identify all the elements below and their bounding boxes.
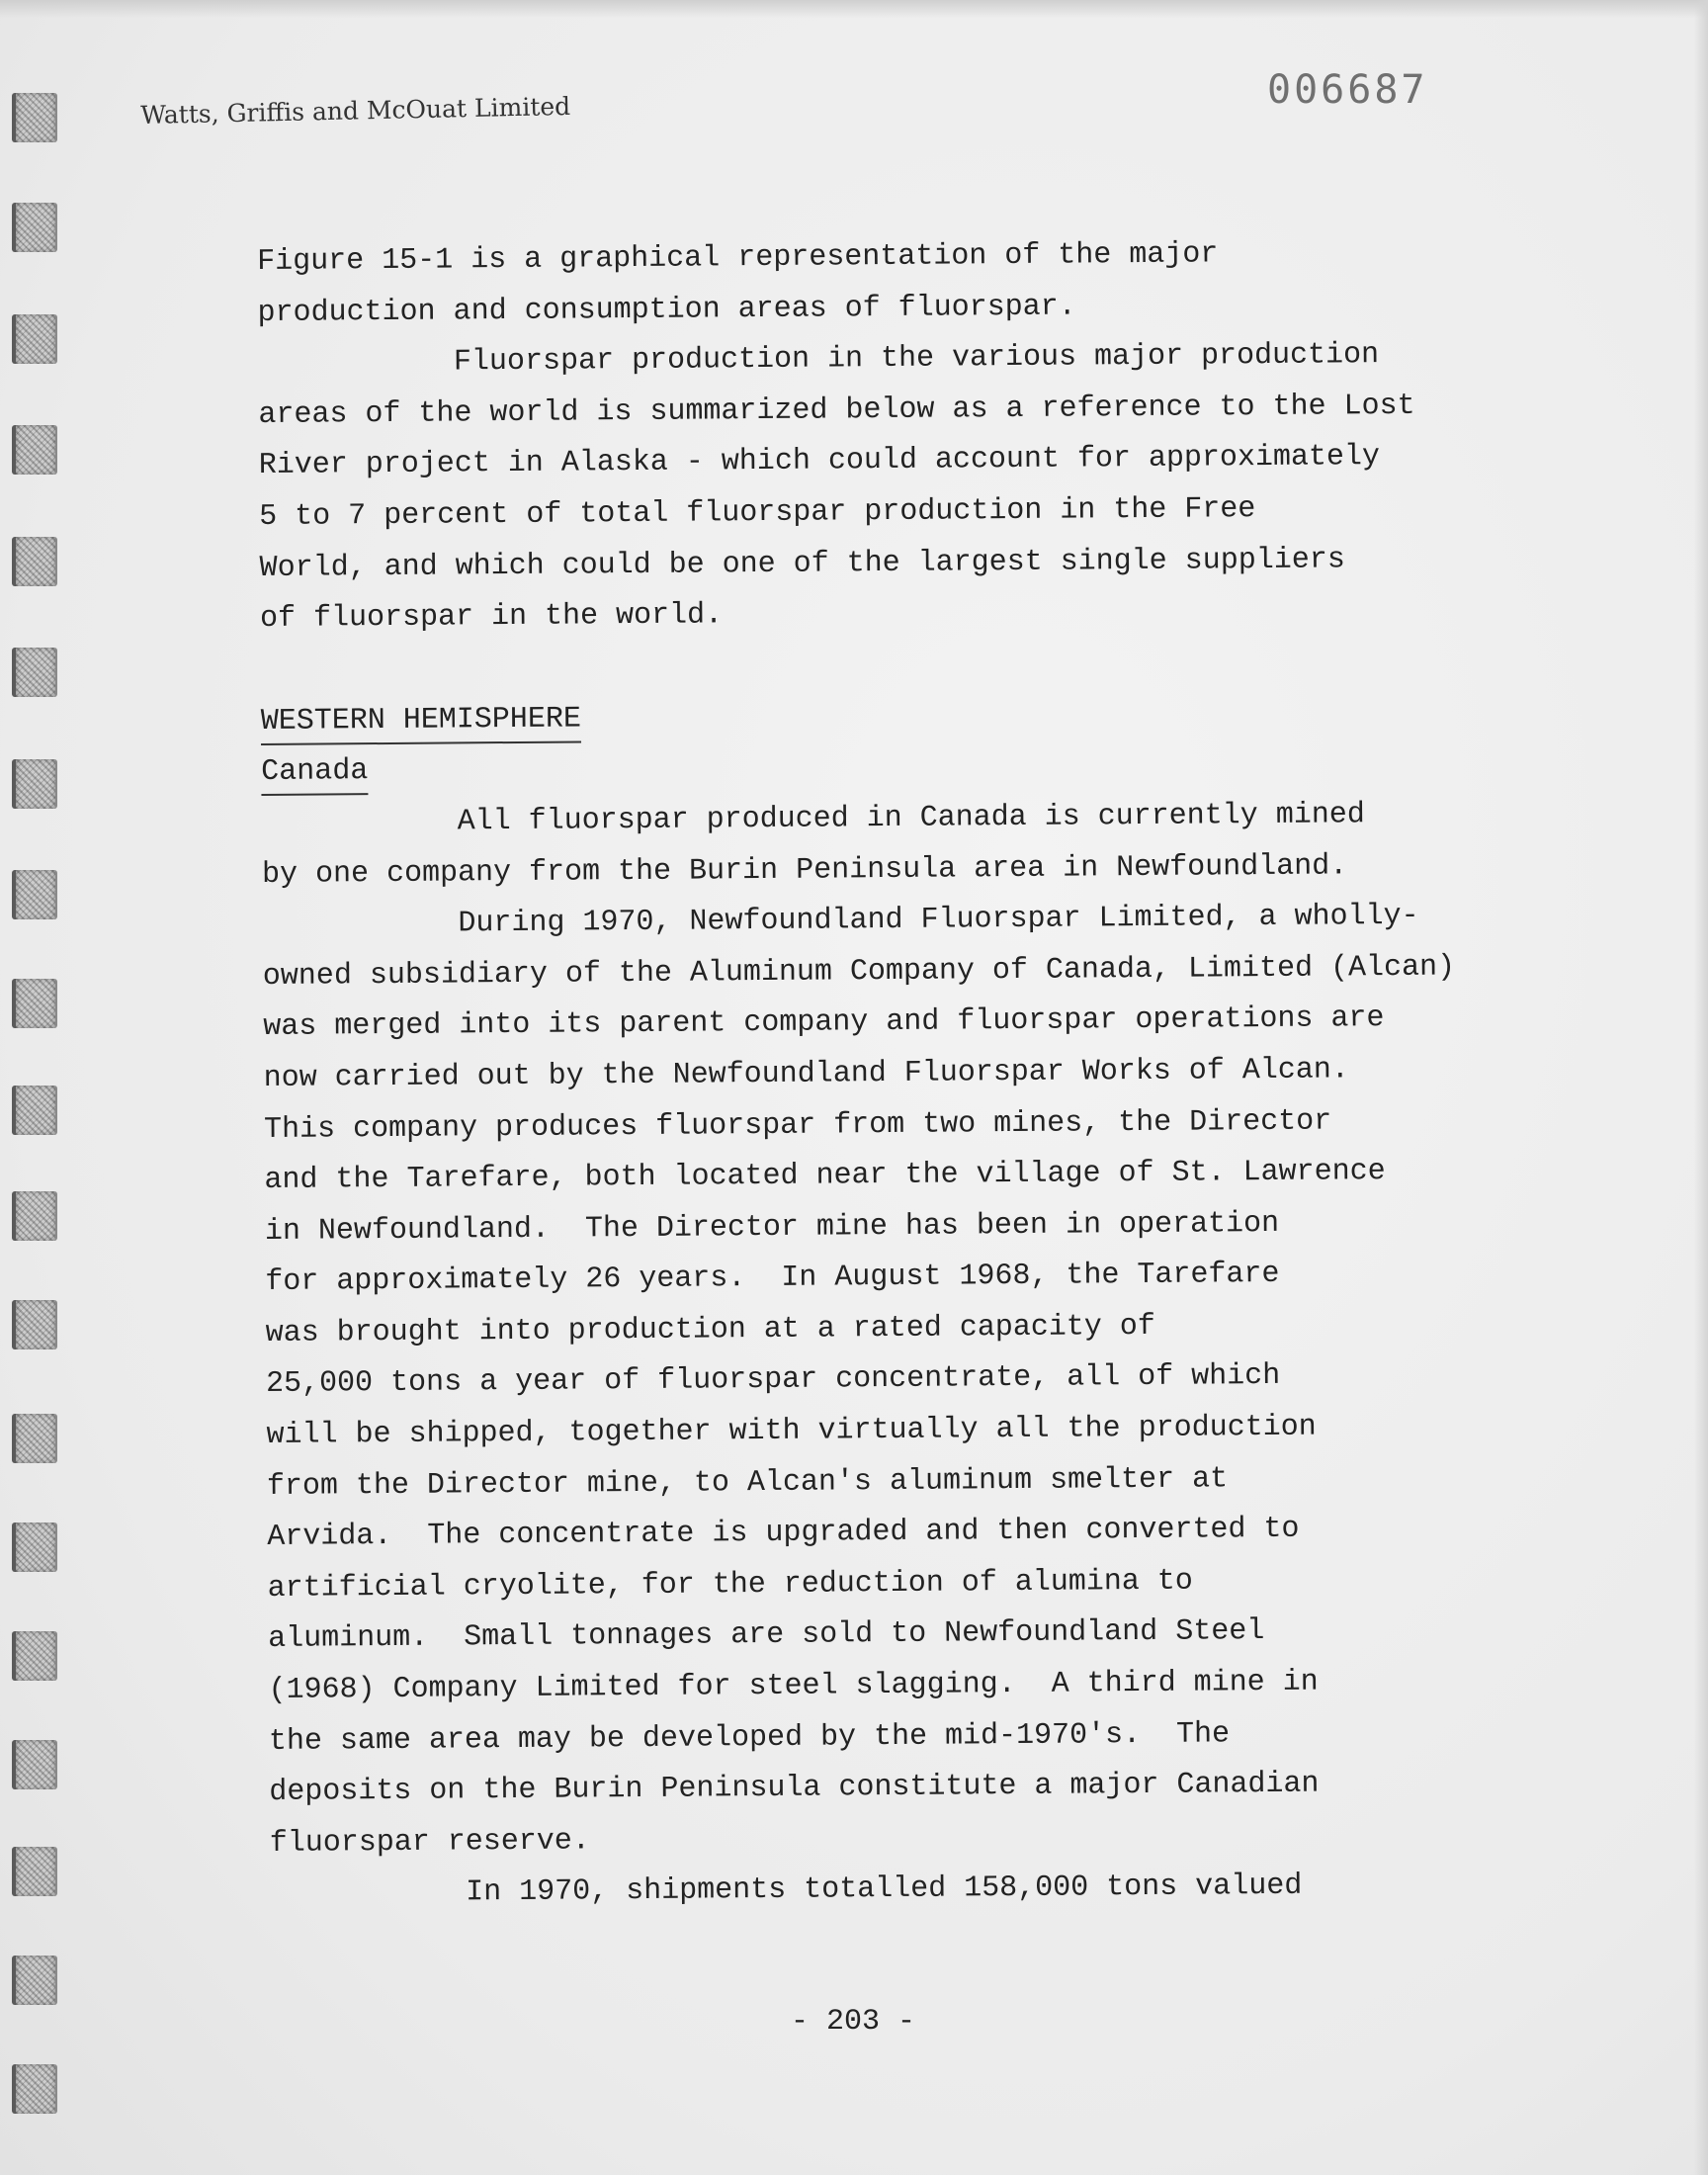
text-line: by one company from the Burin Peninsula area in Newfoundland. (261, 848, 1348, 892)
text-line: owned subsidiary of the Aluminum Company of Canada, Limited (Alcan) (262, 950, 1456, 994)
text-line: Figure 15-1 is a graphical representation of the major (257, 237, 1219, 279)
binding-hole (12, 1740, 57, 1789)
binding-hole (12, 314, 57, 364)
document-number: 006687 (1267, 67, 1428, 113)
binding-hole (12, 537, 57, 586)
text-line: from the Director mine, to Alcan's aluminum smelter at (266, 1461, 1229, 1504)
text-line: In 1970, shipments totalled 158,000 tons valued (466, 1870, 1303, 1910)
binding-hole (12, 1414, 57, 1463)
binding-hole (12, 2064, 57, 2114)
text-line: of fluorspar in the world. (259, 598, 724, 637)
binding-hole (12, 1847, 57, 1896)
body-text (257, 226, 1594, 1920)
text-line: All fluorspar produced in Canada is currently mined (457, 798, 1365, 839)
binding-hole (12, 425, 57, 475)
binding-hole (12, 979, 57, 1028)
section-heading: WESTERN HEMISPHERE (261, 697, 581, 745)
text-line: aluminum. Small tonnages are sold to Newfoundland Steel (268, 1614, 1265, 1657)
text-line: in Newfoundland. The Director mine has been in operation (264, 1206, 1280, 1249)
text-line: was brought into production at a rated capacity of (265, 1309, 1155, 1350)
page-right-edge (1694, 0, 1708, 2175)
text-line: During 1970, Newfoundland Fluorspar Limited, a wholly- (458, 899, 1419, 941)
letterhead: Watts, Griffis and McOuat Limited (140, 91, 571, 130)
subsection-heading: Canada (261, 749, 368, 796)
text-line: River project in Alaska - which could account for approximately (258, 440, 1381, 483)
binding-hole (12, 759, 57, 809)
text-line: World, and which could be one of the largest single suppliers (259, 542, 1345, 585)
text-line: fluorspar reserve. (269, 1824, 590, 1861)
binding-hole (12, 1086, 57, 1135)
binding-hole (12, 93, 57, 142)
text-line: and the Tarefare, both located near the village of St. Lawrence (264, 1155, 1386, 1198)
text-line: deposits on the Burin Peninsula constitute a major Canadian (269, 1767, 1320, 1810)
binding-hole (12, 870, 57, 919)
text-line: production and consumption areas of fluorspar. (257, 290, 1076, 330)
text-line: was merged into its parent company and fluorspar operations are (263, 1001, 1385, 1045)
text-line: 5 to 7 percent of total fluorspar production in the Free (259, 492, 1256, 534)
binding-hole (12, 1956, 57, 2005)
text-line: (1968) Company Limited for steel slagging. A third mine in (268, 1665, 1319, 1707)
binding-hole (12, 648, 57, 697)
text-line: This company produces fluorspar from two mines, the Director (263, 1103, 1332, 1147)
spiral-binding (0, 0, 59, 2175)
text-line: 25,000 tons a year of fluorspar concentrate, all of which (265, 1359, 1281, 1402)
text-line: now carried out by the Newfoundland Fluorspar Works of Alcan. (263, 1053, 1349, 1095)
page-number: - 203 - (791, 2005, 916, 2039)
text-line: areas of the world is summarized below as a reference to the Lost (258, 389, 1415, 432)
page-top-edge (0, 0, 1708, 18)
binding-hole (12, 1631, 57, 1681)
binding-hole (12, 1191, 57, 1241)
binding-hole (12, 203, 57, 252)
binding-hole (12, 1522, 57, 1572)
text-line: the same area may be developed by the mid-1970's. The (268, 1716, 1231, 1759)
binding-hole (12, 1300, 57, 1349)
text-line: Fluorspar production in the various major production (453, 338, 1380, 380)
text-line: artificial cryolite, for the reduction of alumina to (267, 1564, 1193, 1606)
text-line: Arvida. The concentrate is upgraded and then converted to (267, 1513, 1300, 1555)
text-line: will be shipped, together with virtually all the production (266, 1410, 1317, 1453)
text-line: for approximately 26 years. In August 1968, the Tarefare (265, 1258, 1280, 1300)
